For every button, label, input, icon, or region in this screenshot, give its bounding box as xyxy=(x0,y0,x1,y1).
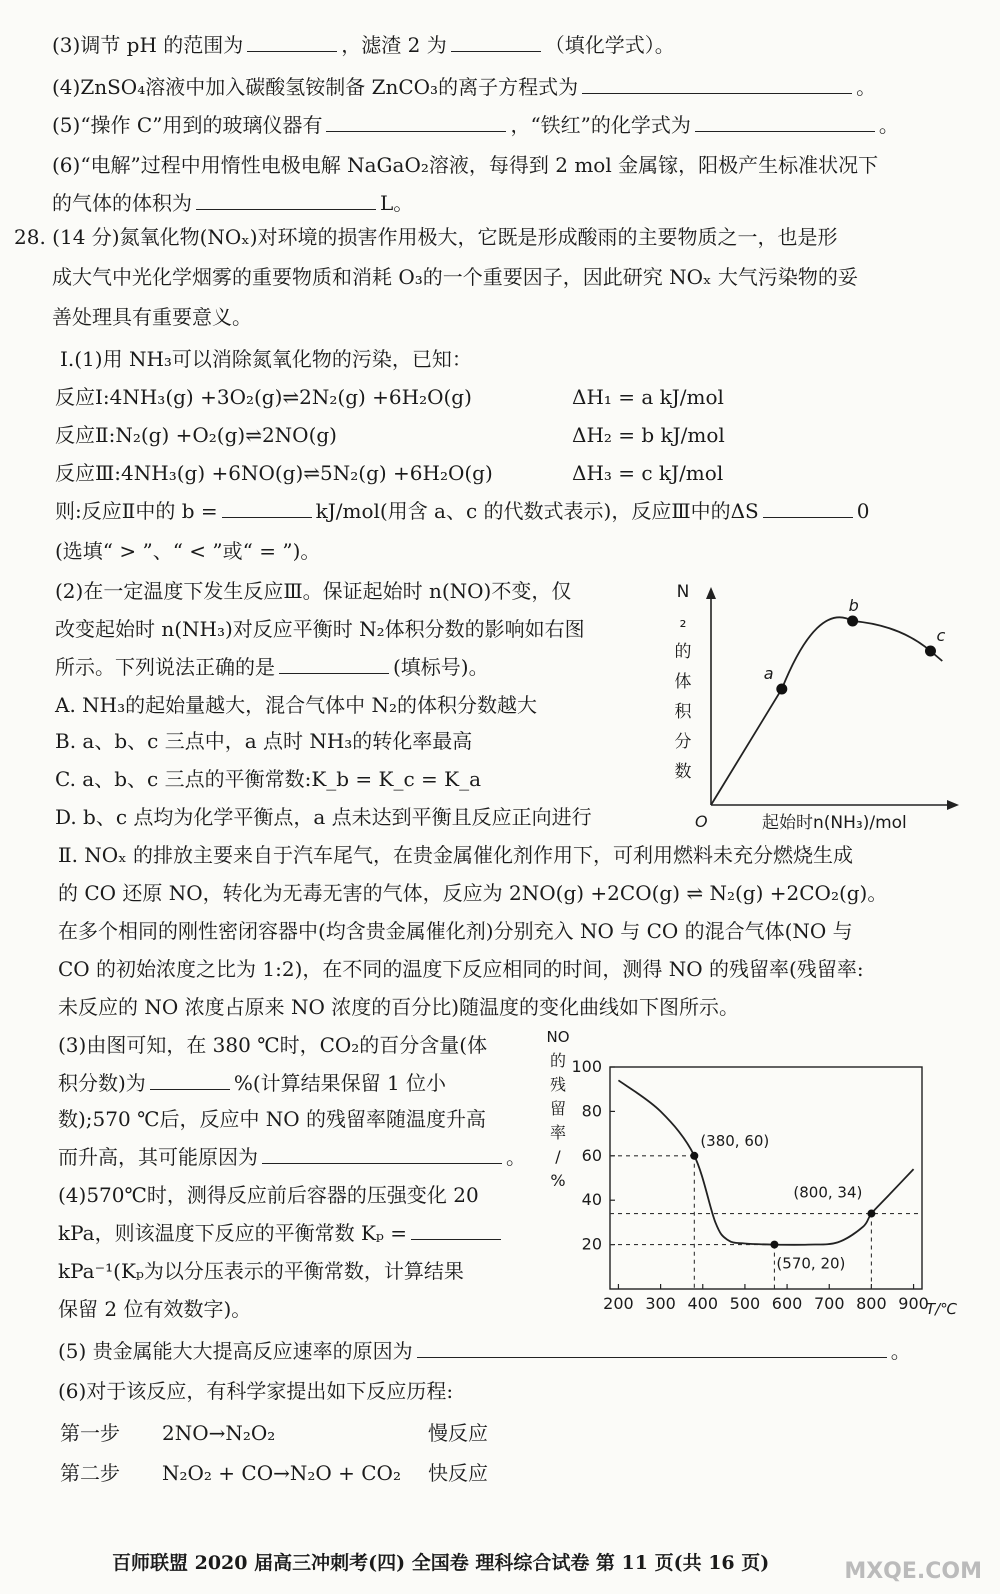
q28-then-a: 则:反应Ⅱ中的 b = xyxy=(55,499,218,523)
option-b: B. a、b、c 三点中，a 点时 NH₃的转化率最高 xyxy=(55,729,473,753)
q28-3-line-1: (3)由图可知，在 380 ℃时，CO₂的百分含量(体 xyxy=(58,1033,488,1057)
q27-line-4: (4)ZnSO₄溶液中加入碳酸氢铵制备 ZnCO₃的离子方程式为 。 xyxy=(52,75,877,99)
x-tick-label: 400 xyxy=(687,1294,719,1313)
q28-3-line-2 xyxy=(58,1068,446,1098)
point-a xyxy=(776,684,787,695)
q28-2-line-2: 改变起始时 n(NH₃)对反应平衡时 N₂体积分数的影响如右图 xyxy=(55,617,585,641)
chart2-frame xyxy=(610,1067,922,1289)
y-tick-label: 20 xyxy=(581,1234,602,1254)
q28-part2-line-4: CO 的初始浓度之比为 1:2)，在不同的温度下反应相同的时间，测得 NO 的残留率(残留率: xyxy=(58,957,864,981)
answer-blank[interactable] xyxy=(451,31,541,52)
chart2-ylabel-part: NO xyxy=(546,1028,570,1046)
q28-3-4b: 。 xyxy=(506,1145,526,1169)
chart1-ylabel-char: 体 xyxy=(674,672,692,692)
q28-intro-line-3: 善处理具有重要意义。 xyxy=(52,305,252,329)
x-tick-label: 900 xyxy=(898,1294,929,1313)
chart2-ylabel-char: % xyxy=(550,1171,566,1190)
q28-2-line-3 xyxy=(55,652,489,682)
watermark: MXQE.COM xyxy=(844,1559,982,1584)
answer-blank[interactable] xyxy=(279,653,389,674)
chart1-curve xyxy=(711,617,942,805)
q28-4-line-4: 保留 2 位有效数字)。 xyxy=(58,1297,252,1321)
q28-2-line-1: (2)在一定温度下发生反应Ⅲ。保证起始时 n(NO)不变，仅 xyxy=(55,579,572,603)
q28-3-line-3: 数);570 ℃后，反应中 NO 的残留率随温度升高 xyxy=(58,1107,487,1131)
chart2-ylabel-char: 残 xyxy=(549,1075,567,1094)
q28-3-4a: 而升高，其可能原因为 xyxy=(58,1145,258,1169)
x-tick-label: 500 xyxy=(729,1294,761,1313)
reaction-2-enthalpy: ΔH₂ = b kJ/mol xyxy=(572,423,725,447)
x-tick-label: 300 xyxy=(645,1294,676,1313)
q28-part2-line-1: Ⅱ. NOₓ 的排放主要来自于汽车尾气，在贵金属催化剂作用下，可利用燃料未充分燃烧生成 xyxy=(58,843,854,867)
q28-4-2a: kPa，则该温度下反应的平衡常数 Kₚ = xyxy=(58,1221,408,1245)
chart2-ylabel-char: / xyxy=(555,1147,561,1166)
answer-blank[interactable] xyxy=(326,111,506,132)
q28-then-b: kJ/mol(用含 a、c 的代数式表示)，反应Ⅲ中的ΔS xyxy=(315,499,759,523)
answer-blank[interactable] xyxy=(417,1337,887,1358)
q28-4-line-1: (4)570℃时，测得反应前后容器的压强变化 20 xyxy=(58,1183,479,1207)
q28-part2-line-5: 未反应的 NO 浓度占原来 NO 浓度的百分比)随温度的变化曲线如下图所示。 xyxy=(58,995,740,1019)
answer-blank[interactable] xyxy=(222,497,312,518)
answer-blank[interactable] xyxy=(695,111,875,132)
x-tick-label: 200 xyxy=(603,1294,634,1313)
chart1-ylabel-char: 数 xyxy=(674,762,692,782)
q28-4-line-2 xyxy=(58,1218,505,1248)
data-point xyxy=(770,1241,778,1249)
q28-5-a: (5) 贵金属能大大提高反应速率的原因为 xyxy=(58,1339,413,1363)
point-label-c: c xyxy=(936,626,946,645)
step-1-label: 第一步 xyxy=(60,1421,120,1445)
step-2-equation: N₂O₂ + CO→N₂O + CO₂ xyxy=(162,1461,401,1485)
q27-5-text: (5)“操作 C”用到的玻璃仪器有 xyxy=(52,113,323,137)
step-1-rate: 慢反应 xyxy=(428,1421,488,1445)
chart1-ylabel-char: ₂ xyxy=(679,612,687,632)
answer-blank[interactable] xyxy=(763,497,853,518)
q28-3-2a: 积分数)为 xyxy=(58,1071,146,1095)
point-label-a: a xyxy=(763,664,774,683)
q28-part1-1: Ⅰ.(1)用 NH₃可以消除氮氧化物的污染，已知： xyxy=(60,347,472,371)
reaction-3: 反应Ⅲ:4NH₃(g) +6NO(g)⇌5N₂(g) +6H₂O(g) xyxy=(55,461,493,485)
point-c xyxy=(925,646,936,657)
chart2-xlabel: T/℃ xyxy=(926,1300,958,1318)
answer-blank[interactable] xyxy=(196,189,376,210)
point-b xyxy=(847,616,858,627)
step-2-label: 第二步 xyxy=(60,1461,120,1485)
q27-3-text-b: ，滤渣 2 为 xyxy=(341,33,447,57)
q27-5-text-b: ，“铁红”的化学式为 xyxy=(510,113,691,137)
q28-2-3b: (填标号)。 xyxy=(393,655,489,679)
option-a: A. NH₃的起始量越大，混合气体中 N₂的体积分数越大 xyxy=(55,693,537,717)
step-2-rate: 快反应 xyxy=(428,1461,488,1485)
q27-6-text: (6)“电解”过程中用惰性电极电解 NaGaO₂溶液，每得到 2 mol 金属镓，阳极产生标准状况下 xyxy=(52,153,879,177)
reaction-3-enthalpy: ΔH₃ = c kJ/mol xyxy=(572,461,724,485)
chart2-curve xyxy=(618,1080,913,1244)
q28-5-line xyxy=(58,1336,911,1366)
point-annotation: (800, 34) xyxy=(793,1183,863,1202)
chart1-xlabel: 起始时n(NH₃)/mol xyxy=(762,813,907,833)
q27-6-text-c: L。 xyxy=(380,191,414,215)
point-label-b: b xyxy=(848,596,859,615)
reaction-2: 反应Ⅱ:N₂(g) +O₂(g)⇌2NO(g) xyxy=(55,423,337,447)
q28-part2-line-3: 在多个相同的刚性密闭容器中(均含贵金属催化剂)分别充入 NO 与 CO 的混合气体(NO 与 xyxy=(58,919,853,943)
x-tick-label: 800 xyxy=(856,1294,887,1313)
q28-6-line: (6)对于该反应，有科学家提出如下反应历程: xyxy=(58,1379,454,1403)
no-residual-chart xyxy=(540,1022,980,1322)
y-tick-label: 100 xyxy=(571,1057,602,1076)
chart1-ylabel-char: N xyxy=(676,582,690,602)
n2-fraction-chart xyxy=(665,575,965,840)
chart2-ylabel-char: 留 xyxy=(549,1099,567,1118)
chart2-ylabel-char: 的 xyxy=(549,1051,567,1070)
chart1-ylabel xyxy=(675,582,693,782)
q28-intro-line-2: 成大气中光化学烟雾的重要物质和消耗 O₃的一个重要因子，因此研究 NOₓ 大气污染物的妥 xyxy=(52,265,858,289)
q28-then-line xyxy=(55,496,870,526)
q28-4-line-3: kPa⁻¹(Kₚ为以分压表示的平衡常数，计算结果 xyxy=(58,1259,464,1283)
chart1-origin: O xyxy=(695,812,708,831)
y-tick-label: 40 xyxy=(581,1190,602,1210)
answer-blank[interactable] xyxy=(411,1219,501,1240)
x-tick-label: 600 xyxy=(771,1294,803,1313)
y-tick-label: 80 xyxy=(581,1101,602,1121)
step-1-equation: 2NO→N₂O₂ xyxy=(162,1421,276,1445)
q28-3-line-4 xyxy=(58,1142,526,1172)
x-tick-label: 700 xyxy=(813,1294,845,1313)
answer-blank[interactable] xyxy=(150,1069,230,1090)
page-footer: 百师联盟 2020 届高三冲刺考(四) 全国卷 理科综合试卷 第 11 页(共 16 页) xyxy=(112,1552,770,1574)
option-c: C. a、b、c 三点的平衡常数:K_b = K_c = K_a xyxy=(55,767,482,791)
q28-3-2b: %(计算结果保留 1 位小 xyxy=(233,1071,447,1095)
q28-intro-line-1: 28. (14 分)氮氧化物(NOₓ)对环境的损害作用极大，它既是形成酸雨的主要物质之一，也是形 xyxy=(14,225,838,249)
data-point xyxy=(690,1152,698,1160)
point-annotation: (380, 60) xyxy=(700,1131,770,1150)
chart2-ylabel xyxy=(546,1028,569,1190)
q28-2-3a: 所示。下列说法正确的是 xyxy=(55,655,275,679)
chart2-ylabel-char: 率 xyxy=(549,1123,567,1142)
q27-3-text: (3)调节 pH 的范围为 xyxy=(52,33,244,57)
answer-blank[interactable] xyxy=(582,73,852,94)
q27-4-text: (4)ZnSO₄溶液中加入碳酸氢铵制备 ZnCO₃的离子方程式为 xyxy=(52,75,579,99)
answer-blank[interactable] xyxy=(247,31,337,52)
chart1-ylabel-char: 的 xyxy=(674,642,692,662)
q28-part2-line-2: 的 CO 还原 NO，转化为无毒无害的气体，反应为 2NO(g) +2CO(g) ⇌ N₂(g) +2CO₂(g)。 xyxy=(58,881,888,905)
q27-line-6b xyxy=(52,188,413,218)
chart1-ylabel-char: 积 xyxy=(674,702,692,722)
q28-5-b: 。 xyxy=(890,1339,911,1363)
reaction-1-enthalpy: ΔH₁ = a kJ/mol xyxy=(572,385,724,409)
q28-then-line-2: (选填“ > ”、“ < ”或“ = ”)。 xyxy=(55,539,321,563)
q27-line-6 xyxy=(52,150,878,180)
q27-6-text-b: 的气体的体积为 xyxy=(52,191,192,215)
q27-line-3 xyxy=(52,30,675,60)
chart1-ylabel-char: 分 xyxy=(674,732,692,752)
answer-blank[interactable] xyxy=(262,1143,502,1164)
point-annotation: (570, 20) xyxy=(776,1254,846,1273)
q28-then-c: 0 xyxy=(856,499,870,523)
chart1-x-arrow xyxy=(947,800,959,810)
chart1-y-arrow xyxy=(706,587,716,599)
q27-3-text-c: （填化学式）。 xyxy=(544,33,675,57)
option-d: D. b、c 点均为化学平衡点，a 点未达到平衡且反应正向进行 xyxy=(55,805,592,829)
reaction-1: 反应Ⅰ:4NH₃(g) +3O₂(g)⇌2N₂(g) +6H₂O(g) xyxy=(55,385,472,409)
y-tick-label: 60 xyxy=(581,1145,602,1165)
q27-line-5: (5)“操作 C”用到的玻璃仪器有 ，“铁红”的化学式为 。 xyxy=(52,113,899,137)
data-point xyxy=(867,1210,875,1218)
